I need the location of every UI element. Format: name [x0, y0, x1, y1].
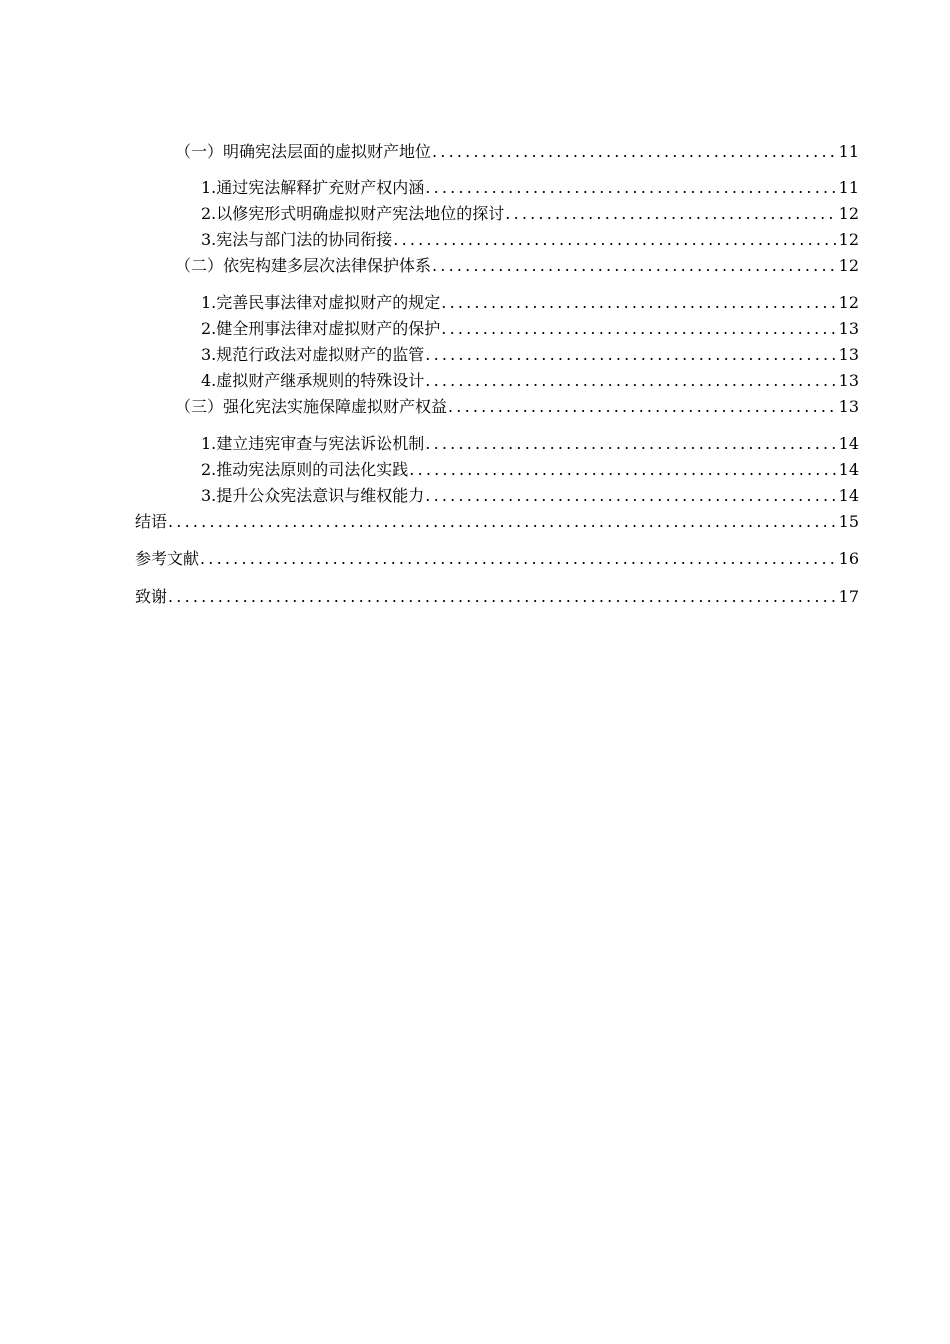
toc-entry-section-3: [175, 397, 859, 417]
toc-entry-page: 16: [838, 549, 859, 568]
toc-entry-page: 13: [838, 371, 859, 390]
toc-entry-title: 结语: [135, 512, 168, 531]
toc-entry-page: 11: [838, 178, 859, 197]
dot-leader: [441, 319, 837, 339]
toc-entry-page: 13: [838, 345, 859, 364]
dot-leader: [425, 371, 837, 391]
dot-leader: [432, 256, 838, 276]
dot-leader: [425, 486, 837, 506]
toc-entry-subsection: [201, 460, 859, 480]
toc-entry-title: 4.虚拟财产继承规则的特殊设计: [201, 371, 425, 390]
toc-entry-page: 17: [838, 587, 859, 606]
toc-entry-page: 12: [838, 293, 859, 312]
dot-leader: [425, 434, 837, 454]
toc-entry-page: 14: [838, 460, 859, 479]
toc-entry-section-1: [175, 142, 859, 162]
dot-leader: [409, 460, 837, 480]
toc-entry-subsection: [201, 486, 859, 506]
toc-entry-conclusion: [135, 512, 859, 532]
toc-entry-references: [135, 549, 859, 569]
toc-entry-subsection: [201, 319, 859, 339]
toc-entry-title: 1.完善民事法律对虚拟财产的规定: [201, 293, 441, 312]
toc-entry-subsection: [201, 371, 859, 391]
toc-entry-page: 14: [838, 486, 859, 505]
dot-leader: [425, 178, 837, 198]
toc-entry-subsection: [201, 434, 859, 454]
toc-entry-title: （三）强化宪法实施保障虚拟财产权益: [175, 397, 448, 416]
toc-entry-subsection: [201, 345, 859, 365]
toc-entry-title: （二）依宪构建多层次法律保护体系: [175, 256, 432, 275]
dot-leader: [441, 293, 837, 313]
toc-entry-section-2: [175, 256, 859, 276]
toc-entry-title: 2.健全刑事法律对虚拟财产的保护: [201, 319, 441, 338]
toc-entry-title: 2.以修宪形式明确虚拟财产宪法地位的探讨: [201, 204, 505, 223]
toc-entry-page: 13: [838, 397, 859, 416]
dot-leader: [425, 345, 837, 365]
toc-entry-title: 3.提升公众宪法意识与维权能力: [201, 486, 425, 505]
dot-leader: [200, 549, 838, 569]
toc-entry-title: 3.宪法与部门法的协同衔接: [201, 230, 393, 249]
toc-entry-subsection: [201, 230, 859, 250]
dot-leader: [168, 587, 838, 607]
toc-entry-page: 13: [838, 319, 859, 338]
toc-entry-page: 12: [838, 230, 859, 249]
toc-entry-page: 14: [838, 434, 859, 453]
toc-entry-title: 参考文献: [135, 549, 200, 568]
toc-entry-title: 1.建立违宪审查与宪法诉讼机制: [201, 434, 425, 453]
dot-leader: [505, 204, 837, 224]
dot-leader: [168, 512, 838, 532]
toc-entry-subsection: [201, 293, 859, 313]
toc-entry-title: （一）明确宪法层面的虚拟财产地位: [175, 142, 432, 161]
dot-leader: [393, 230, 837, 250]
dot-leader: [432, 142, 838, 162]
toc-entry-page: 12: [838, 256, 859, 275]
toc-entry-title: 2.推动宪法原则的司法化实践: [201, 460, 409, 479]
toc-entry-acknowledgements: [135, 587, 859, 607]
dot-leader: [448, 397, 838, 417]
toc-entry-page: 15: [838, 512, 859, 531]
toc-entry-title: 致谢: [135, 587, 168, 606]
toc-entry-page: 11: [838, 142, 859, 161]
toc-entry-title: 3.规范行政法对虚拟财产的监管: [201, 345, 425, 364]
toc-entry-page: 12: [838, 204, 859, 223]
toc-entry-title: 1.通过宪法解释扩充财产权内涵: [201, 178, 425, 197]
toc-entry-subsection: [201, 178, 859, 198]
toc-entry-subsection: [201, 204, 859, 224]
